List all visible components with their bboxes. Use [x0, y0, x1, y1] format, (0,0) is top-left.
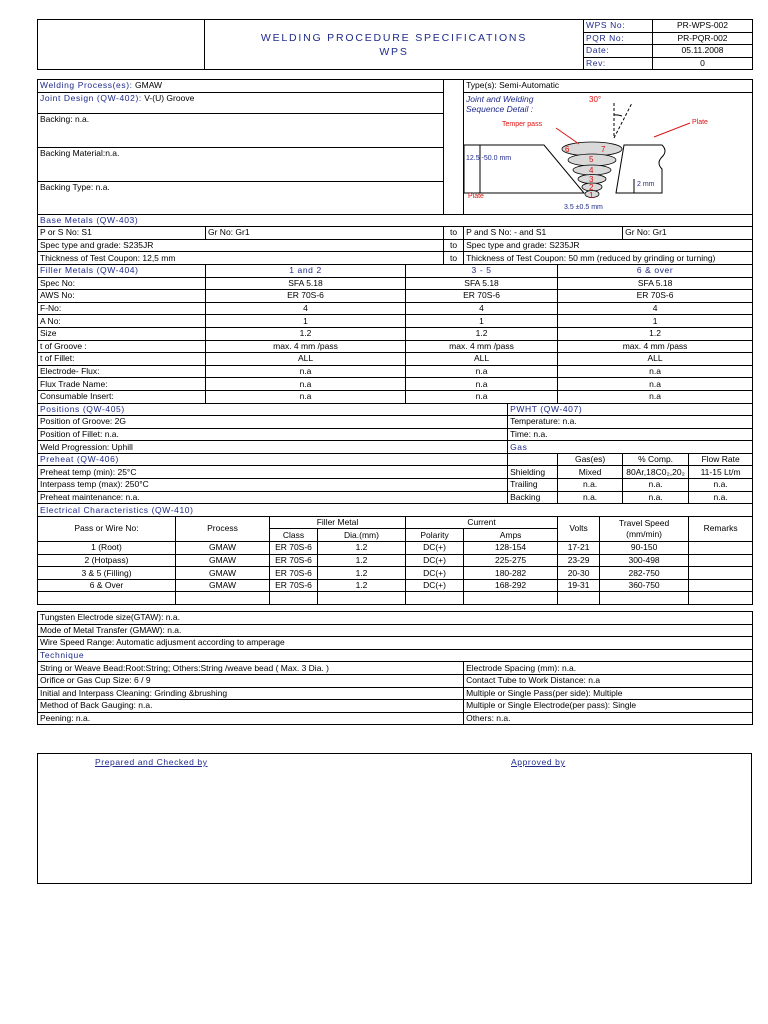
filler-row	[38, 290, 753, 303]
joint-design-value: V-(U) Groove	[144, 92, 195, 103]
polarity-cell: DC(+)	[406, 579, 464, 592]
filler-row-value: ER 70S-6	[206, 290, 406, 303]
preheat-interpass: Interpass temp (max): 250°C	[38, 479, 508, 492]
preheat-heading: Preheat (QW-406)	[38, 453, 508, 466]
polarity-cell: DC(+)	[406, 567, 464, 580]
technique-right: Multiple or Single Electrode(per pass): Single	[464, 700, 753, 713]
filler-row-label: F-No:	[38, 302, 206, 315]
filler-row-value: 1	[406, 315, 558, 328]
welding-process-value: GMAW	[135, 80, 163, 91]
electrical-row	[38, 554, 753, 567]
filler-row-value: n.a	[206, 390, 406, 403]
filler-row-value: SFA 5.18	[206, 277, 406, 290]
col-filler-metal: Filler Metal	[270, 516, 406, 529]
remarks-cell	[689, 567, 753, 580]
filler-row-value: n.a	[206, 365, 406, 378]
filler-heading: Filler Metals (QW-404)	[38, 264, 206, 277]
filler-row	[38, 277, 753, 290]
technique-right: Contact Tube to Work Distance: n.a	[464, 674, 753, 687]
technique-row	[38, 712, 753, 725]
pass-label-2: 2	[589, 182, 594, 192]
dia-cell: 1.2	[318, 567, 406, 580]
filler-row-label: Flux Trade Name:	[38, 378, 206, 391]
filler-col-3: 6 & over	[558, 264, 753, 277]
gas-heading: Gas	[508, 441, 753, 454]
filler-row-value: n.a	[406, 390, 558, 403]
sketch-title-2: Sequence Detail :	[466, 103, 534, 114]
filler-col-1: 1 and 2	[206, 264, 406, 277]
electrical-heading: Electrical Characteristics (QW-410)	[38, 504, 753, 517]
technique-row	[38, 674, 753, 687]
electrical-row	[38, 567, 753, 580]
thickness-right: Thickness of Test Coupon: 50 mm (reduced by grinding or turning)	[464, 252, 753, 265]
document-title	[205, 20, 584, 70]
plate-left-label: Plate	[468, 192, 485, 200]
filler-row-value: n.a	[206, 378, 406, 391]
electrical-row	[38, 579, 753, 592]
polarity-cell: DC(+)	[406, 542, 464, 555]
travel-speed-cell: 360-750	[600, 579, 689, 592]
col-polarity: Polarity	[406, 529, 464, 542]
gr-no-right: Gr No: Gr1	[623, 227, 753, 240]
gas-backing-gas: n.a.	[558, 491, 623, 504]
pass-cell: 2 (Hotpass)	[38, 554, 176, 567]
filler-row-label: t of Fillet:	[38, 353, 206, 366]
filler-row-value: SFA 5.18	[558, 277, 753, 290]
plate-right-label: Plate	[692, 118, 709, 126]
plate-right-pointer	[654, 123, 690, 137]
col-remarks: Remarks	[689, 516, 753, 541]
header-logo-cell	[38, 20, 205, 70]
thickness-left: Thickness of Test Coupon: 12,5 mm	[38, 252, 444, 265]
filler-row-value: 1	[558, 315, 753, 328]
pass-cell: 1 (Root)	[38, 542, 176, 555]
class-cell: ER 70S-6	[270, 554, 318, 567]
gas-backing-comp: n.a.	[623, 491, 689, 504]
types-value: Type(s): Semi-Automatic	[464, 80, 753, 93]
gas-trailing-flow: n.a.	[689, 479, 753, 492]
process-cell: GMAW	[176, 567, 270, 580]
filler-row-value: ALL	[406, 353, 558, 366]
filler-row	[38, 315, 753, 328]
technique-left: Method of Back Gauging: n.a.	[38, 700, 464, 713]
technique-right: Multiple or Single Pass(per side): Multiple	[464, 687, 753, 700]
technique-right: Electrode Spacing (mm): n.a.	[464, 662, 753, 675]
wire-speed-range: Wire Speed Range: Automatic adjusment according to amperage	[38, 637, 753, 650]
welding-process-row	[38, 80, 444, 93]
filler-row-value: ALL	[206, 353, 406, 366]
filler-row-value: 1	[206, 315, 406, 328]
filler-row-value: SFA 5.18	[406, 277, 558, 290]
pwht-temperature: Temperature: n.a.	[508, 416, 753, 429]
pqr-no-value: PR-PQR-002	[653, 32, 753, 45]
process-cell: GMAW	[176, 542, 270, 555]
filler-row-value: ER 70S-6	[558, 290, 753, 303]
gas-trailing-gas: n.a.	[558, 479, 623, 492]
preheat-maintenance: Preheat maintenance: n.a.	[38, 491, 508, 504]
title-line-1: WELDING PROCEDURE SPECIFICATIONS	[260, 31, 528, 44]
pass-label-6: 6	[565, 144, 570, 154]
filler-row-label: Consumable Insert:	[38, 390, 206, 403]
to-label: to	[444, 227, 464, 240]
filler-row	[38, 327, 753, 340]
technique-left: Peening: n.a.	[38, 712, 464, 725]
volts-cell: 23-29	[558, 554, 600, 567]
process-cell: GMAW	[176, 554, 270, 567]
metal-transfer-mode: Mode of Metal Transfer (GMAW): n.a.	[38, 624, 753, 637]
thickness-label: 12.5 -50.0 mm	[466, 154, 512, 162]
title-line-2: WPS	[379, 45, 409, 58]
travel-speed-cell: 90-150	[600, 542, 689, 555]
gas-backing-label: Backing	[508, 491, 558, 504]
filler-row	[38, 302, 753, 315]
prepared-by-label: Prepared and Checked by	[95, 757, 208, 767]
dia-cell: 1.2	[318, 579, 406, 592]
gas-shielding-gas: Mixed	[558, 466, 623, 479]
electrical-row	[38, 542, 753, 555]
joint-design-row	[38, 92, 444, 113]
weld-progression: Weld Progression: Uphill	[38, 441, 508, 454]
pass-label-1: 1	[589, 190, 594, 200]
remarks-cell	[689, 579, 753, 592]
wps-no-value: PR-WPS-002	[653, 20, 753, 33]
technique-row	[38, 662, 753, 675]
spec-right: Spec type and grade: S235JR	[464, 239, 753, 252]
technique-heading: Technique	[38, 649, 753, 662]
position-fillet: Position of Fillet: n.a.	[38, 428, 508, 441]
technique-row	[38, 687, 753, 700]
amps-cell: 168-292	[464, 579, 558, 592]
filler-row-value: n.a	[406, 378, 558, 391]
rev-value: 0	[653, 57, 753, 70]
col-process: Process	[176, 516, 270, 541]
backing-material-value: Backing Material:n.a.	[38, 147, 444, 181]
filler-col-2: 3 - 5	[406, 264, 558, 277]
technique-left: Orifice or Gas Cup Size: 6 / 9	[38, 674, 464, 687]
col-pass: Pass or Wire No:	[38, 516, 176, 541]
filler-row-value: 1.2	[558, 327, 753, 340]
gas-shielding-label: Shielding	[508, 466, 558, 479]
filler-row	[38, 340, 753, 353]
spec-left: Spec type and grade: S235JR	[38, 239, 444, 252]
backing-type-value: Backing Type: n.a.	[38, 181, 444, 214]
pass-cell: 6 & Over	[38, 579, 176, 592]
pqr-no-label: PQR No:	[584, 32, 653, 45]
col-travel-speed: Travel Speed (mm/min)	[600, 516, 689, 541]
technique-left: String or Weave Bead:Root:String; Others:String /weave bead ( Max. 3 Dia. )	[38, 662, 464, 675]
filler-row-value: ER 70S-6	[406, 290, 558, 303]
filler-row-value: 4	[406, 302, 558, 315]
col-volts: Volts	[558, 516, 600, 541]
pass-label-5: 5	[589, 154, 594, 164]
filler-row-value: n.a	[406, 365, 558, 378]
travel-speed-cell: 300-498	[600, 554, 689, 567]
p-no-left: P or S No: S1	[38, 227, 206, 240]
filler-row	[38, 390, 753, 403]
gas-shielding-comp: 80Ar,18C0₂,20₂	[623, 466, 689, 479]
dia-cell: 1.2	[318, 554, 406, 567]
col-amps: Amps	[464, 529, 558, 542]
pwht-time: Time: n.a.	[508, 428, 753, 441]
col-class: Class	[270, 529, 318, 542]
signature-box	[37, 753, 752, 884]
angle-label: 30°	[589, 94, 602, 104]
base-metals-heading: Base Metals (QW-403)	[38, 214, 753, 227]
filler-row-label: AWS No:	[38, 290, 206, 303]
volts-cell: 19-31	[558, 579, 600, 592]
tungsten-size: Tungsten Electrode size(GTAW): n.a.	[38, 612, 753, 625]
temper-pass-label: Temper pass	[502, 120, 543, 128]
filler-row-value: max. 4 mm /pass	[558, 340, 753, 353]
filler-row-label: Electrode- Flux:	[38, 365, 206, 378]
backing-value: Backing: n.a.	[38, 114, 444, 148]
wps-no-label: WPS No:	[584, 20, 653, 33]
amps-cell: 180-282	[464, 567, 558, 580]
pwht-heading: PWHT (QW-407)	[508, 403, 753, 416]
filler-row-value: n.a	[558, 390, 753, 403]
joint-sketch-cell	[464, 92, 753, 214]
gas-col-comp: % Comp.	[623, 453, 689, 466]
gr-no-left: Gr No: Gr1	[206, 227, 444, 240]
filler-row-value: ALL	[558, 353, 753, 366]
gas-col-gases: Gas(es)	[558, 453, 623, 466]
filler-row-label: Size	[38, 327, 206, 340]
positions-heading: Positions (QW-405)	[38, 403, 508, 416]
to-label: to	[444, 252, 464, 265]
pass-cell: 3 & 5 (Filling)	[38, 567, 176, 580]
angle-leg-line	[614, 103, 632, 138]
joint-sketch	[464, 93, 753, 211]
gas-col-flow: Flow Rate	[689, 453, 753, 466]
filler-row	[38, 353, 753, 366]
root-face-label: 3.5 ±0.5 mm	[564, 203, 603, 211]
remarks-cell	[689, 554, 753, 567]
volts-cell: 20-30	[558, 567, 600, 580]
rev-label: Rev:	[584, 57, 653, 70]
col-current: Current	[406, 516, 558, 529]
volts-cell: 17-21	[558, 542, 600, 555]
welding-process-label: Welding Process(es):	[40, 80, 133, 91]
preheat-min: Preheat temp (min): 25°C	[38, 466, 508, 479]
filler-row-value: 1.2	[406, 327, 558, 340]
filler-row-value: 4	[558, 302, 753, 315]
main-form-table	[37, 79, 753, 725]
p-no-right: P and S No: - and S1	[464, 227, 623, 240]
filler-row-value: n.a	[558, 378, 753, 391]
date-label: Date:	[584, 45, 653, 58]
filler-row-label: t of Groove :	[38, 340, 206, 353]
filler-row-label: A No:	[38, 315, 206, 328]
filler-row-value: n.a	[558, 365, 753, 378]
filler-row-label: Spec No:	[38, 277, 206, 290]
filler-row-value: max. 4 mm /pass	[406, 340, 558, 353]
date-value: 05.11.2008	[653, 45, 753, 58]
gas-trailing-comp: n.a.	[623, 479, 689, 492]
class-cell: ER 70S-6	[270, 567, 318, 580]
technique-right: Others: n.a.	[464, 712, 753, 725]
process-cell: GMAW	[176, 579, 270, 592]
amps-cell: 225-275	[464, 554, 558, 567]
filler-row	[38, 365, 753, 378]
col-dia: Dia.(mm)	[318, 529, 406, 542]
gas-trailing-label: Trailing	[508, 479, 558, 492]
temper-pass-pointer	[556, 128, 579, 144]
filler-row-value: 1.2	[206, 327, 406, 340]
amps-cell: 128-154	[464, 542, 558, 555]
pass-label-7: 7	[601, 144, 606, 154]
dia-cell: 1.2	[318, 542, 406, 555]
filler-row-value: max. 4 mm /pass	[206, 340, 406, 353]
technique-left: Initial and Interpass Cleaning: Grinding &brushing	[38, 687, 464, 700]
gas-shielding-flow: 11-15 Lt/m	[689, 466, 753, 479]
joint-design-label: Joint Design (QW-402):	[40, 92, 142, 103]
pass-label-4: 4	[589, 165, 594, 175]
polarity-cell: DC(+)	[406, 554, 464, 567]
remarks-cell	[689, 542, 753, 555]
travel-speed-cell: 282-750	[600, 567, 689, 580]
pass-label-3: 3	[589, 174, 594, 184]
header-table	[37, 19, 753, 70]
gap-label: 2 mm	[637, 180, 655, 188]
sketch-title-1: Joint and Welding	[466, 93, 534, 104]
angle-arc	[614, 115, 622, 116]
position-groove: Position of Groove: 2G	[38, 416, 508, 429]
to-label: to	[444, 239, 464, 252]
filler-row	[38, 378, 753, 391]
approved-by-label: Approved by	[511, 757, 566, 767]
class-cell: ER 70S-6	[270, 542, 318, 555]
filler-row-value: 4	[206, 302, 406, 315]
gas-backing-flow: n.a.	[689, 491, 753, 504]
class-cell: ER 70S-6	[270, 579, 318, 592]
technique-row	[38, 700, 753, 713]
